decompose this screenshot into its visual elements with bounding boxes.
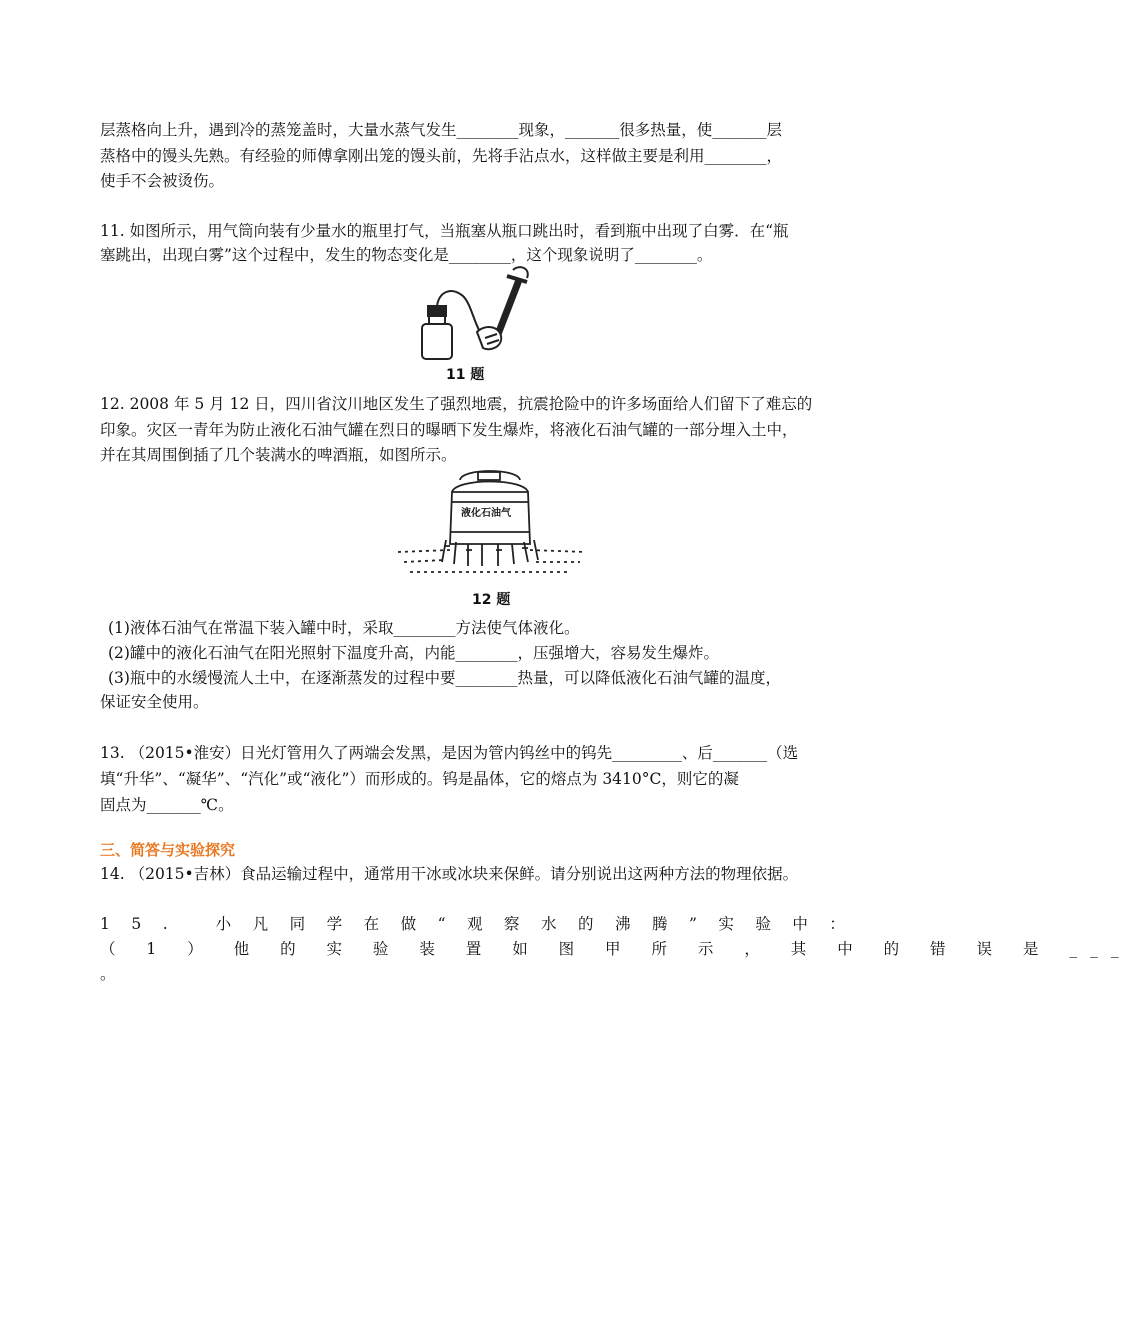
q10-line-3: 使手不会被烫伤。 <box>100 172 225 190</box>
q12-sub-3: (3)瓶中的水缓慢流人土中，在逐渐蒸发的过程中要________热量，可以降低液化石油气罐的温度， <box>108 669 781 687</box>
tank-label: 液化石油气 <box>461 508 511 519</box>
bottle-neck <box>429 316 445 324</box>
q12-sub-2: (2)罐中的液化石油气在阳光照射下温度升高，内能________，压强增大，容易发生爆炸。 <box>108 644 719 662</box>
q14-line-1: 14. （2015•吉林）食品运输过程中，通常用干冰或冰块来保鲜。请分别说出这两种方法的物理依据。 <box>100 865 799 883</box>
hand <box>477 327 501 349</box>
bottle-stopper <box>428 306 446 316</box>
q15-line-2: （ 1 ） 他 的 实 验 装 置 如 图 甲 所 示 ， 其 中 的 错 误 是 ___ <box>100 940 1132 958</box>
q12-caption: 12 题 <box>472 592 511 608</box>
q12-line-3: 并在其周围倒插了几个装满水的啤酒瓶，如图所示。 <box>100 446 457 464</box>
q11-figure <box>415 262 535 362</box>
q12-sub-3b: 保证安全使用。 <box>100 693 209 711</box>
ground <box>398 550 586 572</box>
q11-line-2: 塞跳出，出现白雾”这个过程中，发生的物态变化是________，这个现象说明了________。 <box>100 246 713 264</box>
bottle-body <box>422 324 452 359</box>
q11-caption: 11 题 <box>446 367 485 383</box>
section-title: 三、简答与实验探究 <box>100 841 236 859</box>
q13-line-3: 固点为_______℃。 <box>100 796 234 814</box>
q12-sub-1: (1)液体石油气在常温下装入罐中时，采取________方法使气体液化。 <box>108 619 580 637</box>
tank-top <box>452 482 528 493</box>
q12-figure <box>390 462 590 582</box>
q15-line-1: 15. 小凡同学在做“观察水的沸腾”实验中： <box>100 915 867 933</box>
q12-line-2: 印象。灾区一青年为防止液化石油气罐在烈日的曝晒下发生爆炸，将液化石油气罐的一部分埋入土中， <box>100 421 798 439</box>
q15-line-3: 。 <box>100 965 116 983</box>
q13-line-1: 13. （2015•淮安）日光灯管用久了两端会发黑，是因为管内钨丝中的钨先_________、后_______（选 <box>100 744 799 762</box>
q10-line-2: 蒸格中的馒头先熟。有经验的师傅拿刚出笼的馒头前，先将手沾点水，这样做主要是利用________， <box>100 147 783 165</box>
q12-line-1: 12. 2008 年 5 月 12 日，四川省汶川地区发生了强烈地震，抗震抢险中的许多场面给人们留下了难忘的 <box>100 395 813 413</box>
q13-line-2: 填“升华”、“凝华”、“汽化”或“液化”）而形成的。钨是晶体，它的熔点为 3410°C，则它的凝 <box>100 770 739 788</box>
hand-top <box>513 267 528 278</box>
q10-line-1: 层蒸格向上升，遇到冷的蒸笼盖时，大量水蒸气发生________现象，_______很多热量，使_______层 <box>100 121 783 139</box>
q11-line-1: 11. 如图所示，用气筒向装有少量水的瓶里打气，当瓶塞从瓶口跳出时，看到瓶中出现了白雾．在“瓶 <box>100 222 789 240</box>
